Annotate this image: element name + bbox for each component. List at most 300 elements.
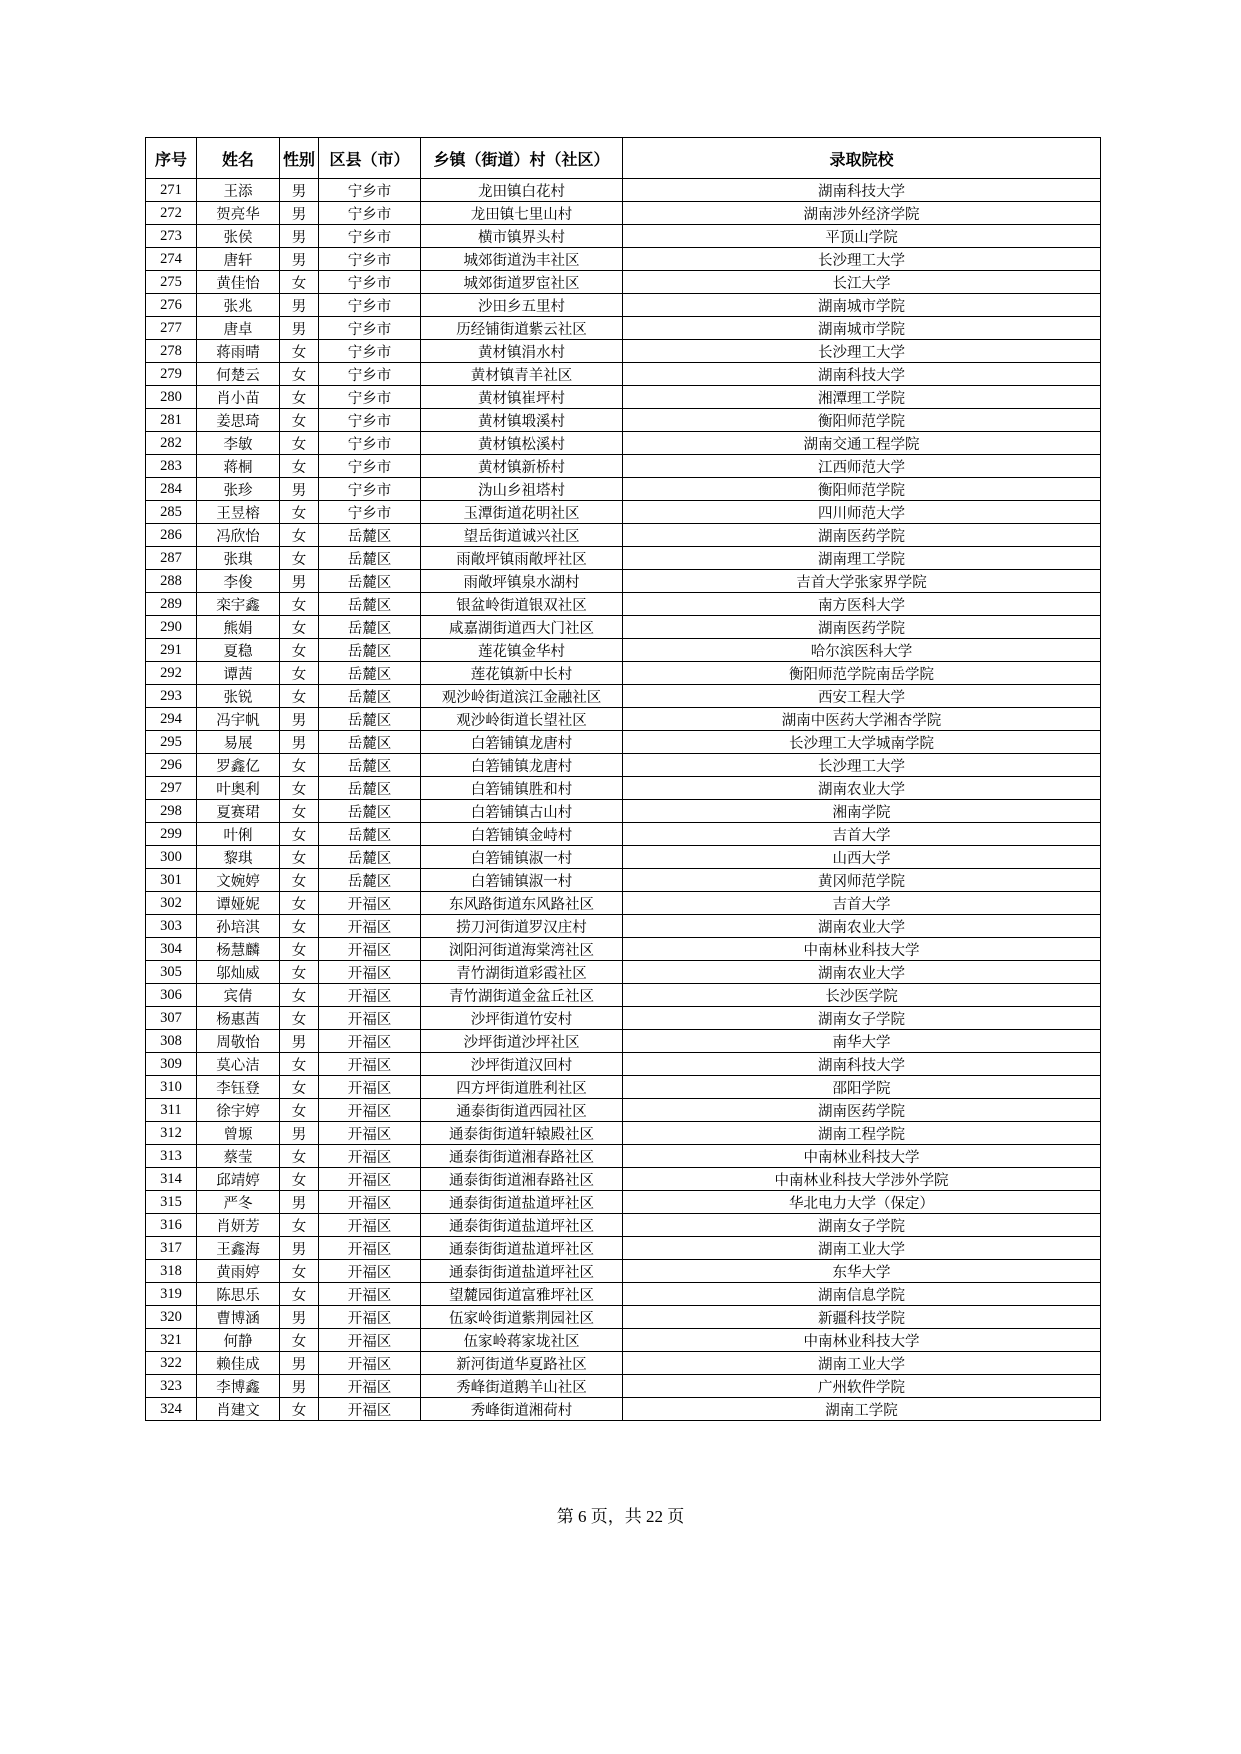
table-cell: 302 xyxy=(146,892,197,915)
column-header-university: 录取院校 xyxy=(623,138,1101,179)
table-cell: 雨敞坪镇雨敞坪社区 xyxy=(421,547,623,570)
table-cell: 杨惠茜 xyxy=(197,1007,280,1030)
table-cell: 开福区 xyxy=(319,1214,421,1237)
table-cell: 303 xyxy=(146,915,197,938)
table-cell: 四方坪街道胜利社区 xyxy=(421,1076,623,1099)
table-cell: 310 xyxy=(146,1076,197,1099)
table-cell: 栾宇鑫 xyxy=(197,593,280,616)
table-cell: 男 xyxy=(280,225,319,248)
table-cell: 开福区 xyxy=(319,1053,421,1076)
table-cell: 王昱榕 xyxy=(197,501,280,524)
table-cell: 黄材镇青羊社区 xyxy=(421,363,623,386)
table-cell: 黄材镇涓水村 xyxy=(421,340,623,363)
admission-table xyxy=(145,137,1101,1421)
table-cell: 288 xyxy=(146,570,197,593)
table-cell: 湖南城市学院 xyxy=(623,294,1101,317)
table-cell: 女 xyxy=(280,1168,319,1191)
table-cell: 周敬怡 xyxy=(197,1030,280,1053)
table-row xyxy=(146,823,1101,846)
table-cell: 男 xyxy=(280,570,319,593)
table-cell: 282 xyxy=(146,432,197,455)
table-cell: 男 xyxy=(280,1030,319,1053)
table-cell: 女 xyxy=(280,547,319,570)
table-cell: 邵阳学院 xyxy=(623,1076,1101,1099)
table-row xyxy=(146,984,1101,1007)
table-cell: 开福区 xyxy=(319,1168,421,1191)
table-row xyxy=(146,1237,1101,1260)
table-cell: 292 xyxy=(146,662,197,685)
table-row xyxy=(146,179,1101,202)
table-cell: 316 xyxy=(146,1214,197,1237)
table-cell: 湖南工业大学 xyxy=(623,1237,1101,1260)
table-cell: 女 xyxy=(280,616,319,639)
table-cell: 岳麓区 xyxy=(319,593,421,616)
table-cell: 286 xyxy=(146,524,197,547)
table-header-row xyxy=(146,138,1101,179)
table-row xyxy=(146,271,1101,294)
table-cell: 南方医科大学 xyxy=(623,593,1101,616)
table-cell: 张琪 xyxy=(197,547,280,570)
column-header-gender: 性别 xyxy=(280,138,319,179)
table-cell: 宁乡市 xyxy=(319,478,421,501)
table-cell: 开福区 xyxy=(319,1099,421,1122)
table-cell: 女 xyxy=(280,409,319,432)
table-row xyxy=(146,1145,1101,1168)
table-cell: 湖南科技大学 xyxy=(623,1053,1101,1076)
table-cell: 龙田镇七里山村 xyxy=(421,202,623,225)
table-cell: 城郊街道罗宦社区 xyxy=(421,271,623,294)
table-row xyxy=(146,1053,1101,1076)
table-row xyxy=(146,1375,1101,1398)
table-cell: 309 xyxy=(146,1053,197,1076)
table-row xyxy=(146,961,1101,984)
table-cell: 湖南科技大学 xyxy=(623,363,1101,386)
table-cell: 黄雨婷 xyxy=(197,1260,280,1283)
table-cell: 王添 xyxy=(197,179,280,202)
table-row xyxy=(146,915,1101,938)
table-cell: 男 xyxy=(280,1375,319,1398)
table-cell: 中南林业科技大学 xyxy=(623,938,1101,961)
table-cell: 317 xyxy=(146,1237,197,1260)
table-cell: 312 xyxy=(146,1122,197,1145)
table-cell: 咸嘉湖街道西大门社区 xyxy=(421,616,623,639)
table-row xyxy=(146,501,1101,524)
table-body xyxy=(146,179,1101,1421)
table-cell: 黄冈师范学院 xyxy=(623,869,1101,892)
table-cell: 宁乡市 xyxy=(319,432,421,455)
table-cell: 青竹湖街道彩霞社区 xyxy=(421,961,623,984)
table-cell: 罗鑫亿 xyxy=(197,754,280,777)
table-cell: 岳麓区 xyxy=(319,616,421,639)
table-row xyxy=(146,294,1101,317)
table-cell: 女 xyxy=(280,432,319,455)
table-cell: 唐卓 xyxy=(197,317,280,340)
table-cell: 湖南科技大学 xyxy=(623,179,1101,202)
table-cell: 岳麓区 xyxy=(319,524,421,547)
table-cell: 肖小苗 xyxy=(197,386,280,409)
table-cell: 285 xyxy=(146,501,197,524)
table-cell: 贺亮华 xyxy=(197,202,280,225)
table-row xyxy=(146,1007,1101,1030)
table-cell: 男 xyxy=(280,202,319,225)
table-cell: 女 xyxy=(280,340,319,363)
table-cell: 女 xyxy=(280,501,319,524)
table-cell: 蒋雨晴 xyxy=(197,340,280,363)
table-cell: 秀峰街道鹅羊山社区 xyxy=(421,1375,623,1398)
table-cell: 平顶山学院 xyxy=(623,225,1101,248)
table-cell: 291 xyxy=(146,639,197,662)
table-cell: 女 xyxy=(280,823,319,846)
table-cell: 白箬铺镇淑一村 xyxy=(421,869,623,892)
table-row xyxy=(146,524,1101,547)
table-cell: 283 xyxy=(146,455,197,478)
table-row xyxy=(146,846,1101,869)
table-cell: 311 xyxy=(146,1099,197,1122)
table-cell: 男 xyxy=(280,248,319,271)
table-cell: 长沙理工大学 xyxy=(623,754,1101,777)
column-header-township: 乡镇（街道）村（社区） xyxy=(421,138,623,179)
table-cell: 280 xyxy=(146,386,197,409)
table-cell: 王鑫海 xyxy=(197,1237,280,1260)
table-cell: 中南林业科技大学 xyxy=(623,1145,1101,1168)
table-cell: 湖南工业大学 xyxy=(623,1352,1101,1375)
table-cell: 男 xyxy=(280,294,319,317)
table-row xyxy=(146,685,1101,708)
table-cell: 女 xyxy=(280,1053,319,1076)
table-cell: 男 xyxy=(280,1122,319,1145)
table-cell: 冯宇帆 xyxy=(197,708,280,731)
table-cell: 男 xyxy=(280,1352,319,1375)
table-cell: 女 xyxy=(280,1076,319,1099)
table-cell: 望麓园街道富雅坪社区 xyxy=(421,1283,623,1306)
table-cell: 宁乡市 xyxy=(319,386,421,409)
table-cell: 赖佳成 xyxy=(197,1352,280,1375)
table-cell: 长沙理工大学城南学院 xyxy=(623,731,1101,754)
table-cell: 陈思乐 xyxy=(197,1283,280,1306)
table-cell: 岳麓区 xyxy=(319,869,421,892)
table-cell: 宁乡市 xyxy=(319,179,421,202)
table-row xyxy=(146,662,1101,685)
table-cell: 邬灿威 xyxy=(197,961,280,984)
table-cell: 男 xyxy=(280,708,319,731)
table-cell: 通泰街街道湘春路社区 xyxy=(421,1145,623,1168)
column-header-serial: 序号 xyxy=(146,138,197,179)
table-row xyxy=(146,248,1101,271)
table-cell: 衡阳师范学院南岳学院 xyxy=(623,662,1101,685)
table-cell: 东华大学 xyxy=(623,1260,1101,1283)
table-cell: 何静 xyxy=(197,1329,280,1352)
table-cell: 开福区 xyxy=(319,938,421,961)
table-cell: 宁乡市 xyxy=(319,317,421,340)
table-cell: 宁乡市 xyxy=(319,225,421,248)
table-cell: 李钰登 xyxy=(197,1076,280,1099)
table-cell: 白箬铺镇龙唐村 xyxy=(421,754,623,777)
table-cell: 沙田乡五里村 xyxy=(421,294,623,317)
table-cell: 开福区 xyxy=(319,1076,421,1099)
table-cell: 观沙岭街道长望社区 xyxy=(421,708,623,731)
table-cell: 开福区 xyxy=(319,984,421,1007)
table-cell: 开福区 xyxy=(319,892,421,915)
table-row xyxy=(146,593,1101,616)
table-cell: 308 xyxy=(146,1030,197,1053)
table-cell: 唐轩 xyxy=(197,248,280,271)
table-cell: 吉首大学 xyxy=(623,892,1101,915)
table-cell: 哈尔滨医科大学 xyxy=(623,639,1101,662)
table-cell: 何楚云 xyxy=(197,363,280,386)
table-cell: 女 xyxy=(280,593,319,616)
table-cell: 谭茜 xyxy=(197,662,280,685)
table-cell: 279 xyxy=(146,363,197,386)
table-cell: 湖南信息学院 xyxy=(623,1283,1101,1306)
table-cell: 293 xyxy=(146,685,197,708)
table-cell: 开福区 xyxy=(319,1306,421,1329)
table-cell: 宁乡市 xyxy=(319,294,421,317)
table-cell: 冯欣怡 xyxy=(197,524,280,547)
table-cell: 东风路街道东风路社区 xyxy=(421,892,623,915)
table-cell: 271 xyxy=(146,179,197,202)
table-cell: 湖南工程学院 xyxy=(623,1122,1101,1145)
table-cell: 宁乡市 xyxy=(319,340,421,363)
table-cell: 女 xyxy=(280,984,319,1007)
table-cell: 281 xyxy=(146,409,197,432)
table-cell: 谭娅妮 xyxy=(197,892,280,915)
table-cell: 历经铺街道紫云社区 xyxy=(421,317,623,340)
table-cell: 307 xyxy=(146,1007,197,1030)
table-cell: 男 xyxy=(280,731,319,754)
table-cell: 新疆科技学院 xyxy=(623,1306,1101,1329)
table-cell: 女 xyxy=(280,1398,319,1421)
table-cell: 314 xyxy=(146,1168,197,1191)
table-row xyxy=(146,731,1101,754)
table-row xyxy=(146,432,1101,455)
table-row xyxy=(146,1168,1101,1191)
table-row xyxy=(146,1076,1101,1099)
table-cell: 银盆岭街道银双社区 xyxy=(421,593,623,616)
table-cell: 313 xyxy=(146,1145,197,1168)
table-cell: 湖南工学院 xyxy=(623,1398,1101,1421)
table-row xyxy=(146,1030,1101,1053)
table-cell: 宁乡市 xyxy=(319,248,421,271)
table-cell: 开福区 xyxy=(319,961,421,984)
table-cell: 宁乡市 xyxy=(319,363,421,386)
table-row xyxy=(146,363,1101,386)
table-cell: 观沙岭街道滨江金融社区 xyxy=(421,685,623,708)
table-row xyxy=(146,570,1101,593)
table-cell: 岳麓区 xyxy=(319,639,421,662)
table-row xyxy=(146,1283,1101,1306)
table-cell: 湖南医药学院 xyxy=(623,524,1101,547)
table-row xyxy=(146,1352,1101,1375)
table-cell: 湘潭理工学院 xyxy=(623,386,1101,409)
table-cell: 通泰街街道盐道坪社区 xyxy=(421,1191,623,1214)
table-cell: 广州软件学院 xyxy=(623,1375,1101,1398)
table-cell: 276 xyxy=(146,294,197,317)
table-cell: 曹博涵 xyxy=(197,1306,280,1329)
table-row xyxy=(146,1260,1101,1283)
table-cell: 黄材镇塅溪村 xyxy=(421,409,623,432)
table-cell: 274 xyxy=(146,248,197,271)
table-cell: 严冬 xyxy=(197,1191,280,1214)
table-cell: 321 xyxy=(146,1329,197,1352)
table-cell: 黄材镇新桥村 xyxy=(421,455,623,478)
table-cell: 沙坪街道沙坪社区 xyxy=(421,1030,623,1053)
table-cell: 宾倩 xyxy=(197,984,280,1007)
table-cell: 沙坪街道汉回村 xyxy=(421,1053,623,1076)
table-row xyxy=(146,1122,1101,1145)
table-cell: 304 xyxy=(146,938,197,961)
table-cell: 浏阳河街道海棠湾社区 xyxy=(421,938,623,961)
table-cell: 华北电力大学（保定） xyxy=(623,1191,1101,1214)
table-row xyxy=(146,317,1101,340)
table-cell: 沙坪街道竹安村 xyxy=(421,1007,623,1030)
table-row xyxy=(146,616,1101,639)
table-cell: 女 xyxy=(280,869,319,892)
table-cell: 女 xyxy=(280,271,319,294)
table-cell: 323 xyxy=(146,1375,197,1398)
column-header-district: 区县（市） xyxy=(319,138,421,179)
table-cell: 岳麓区 xyxy=(319,823,421,846)
table-cell: 女 xyxy=(280,1214,319,1237)
table-cell: 男 xyxy=(280,317,319,340)
table-cell: 开福区 xyxy=(319,1237,421,1260)
table-row xyxy=(146,225,1101,248)
table-cell: 294 xyxy=(146,708,197,731)
table-cell: 开福区 xyxy=(319,1030,421,1053)
table-cell: 宁乡市 xyxy=(319,455,421,478)
table-cell: 287 xyxy=(146,547,197,570)
table-cell: 女 xyxy=(280,386,319,409)
table-cell: 龙田镇白花村 xyxy=(421,179,623,202)
table-cell: 298 xyxy=(146,800,197,823)
table-cell: 孙培淇 xyxy=(197,915,280,938)
table-cell: 邱靖婷 xyxy=(197,1168,280,1191)
table-row xyxy=(146,455,1101,478)
table-cell: 吉首大学 xyxy=(623,823,1101,846)
table-cell: 曾塬 xyxy=(197,1122,280,1145)
table-cell: 岳麓区 xyxy=(319,570,421,593)
table-cell: 318 xyxy=(146,1260,197,1283)
table-cell: 开福区 xyxy=(319,1352,421,1375)
table-cell: 长江大学 xyxy=(623,271,1101,294)
table-cell: 290 xyxy=(146,616,197,639)
table-cell: 305 xyxy=(146,961,197,984)
table-cell: 300 xyxy=(146,846,197,869)
table-cell: 姜思琦 xyxy=(197,409,280,432)
table-cell: 320 xyxy=(146,1306,197,1329)
table-cell: 湖南城市学院 xyxy=(623,317,1101,340)
table-cell: 女 xyxy=(280,363,319,386)
column-header-name: 姓名 xyxy=(197,138,280,179)
table-cell: 秀峰街道湘荷村 xyxy=(421,1398,623,1421)
table-cell: 岳麓区 xyxy=(319,685,421,708)
table-cell: 莲花镇金华村 xyxy=(421,639,623,662)
table-cell: 黎琪 xyxy=(197,846,280,869)
table-row xyxy=(146,386,1101,409)
table-row xyxy=(146,777,1101,800)
table-cell: 湘南学院 xyxy=(623,800,1101,823)
table-row xyxy=(146,892,1101,915)
table-cell: 女 xyxy=(280,800,319,823)
table-cell: 通泰街街道轩辕殿社区 xyxy=(421,1122,623,1145)
table-cell: 白箬铺镇胜和村 xyxy=(421,777,623,800)
table-cell: 湖南农业大学 xyxy=(623,915,1101,938)
table-cell: 湖南女子学院 xyxy=(623,1214,1101,1237)
table-cell: 女 xyxy=(280,1329,319,1352)
table-cell: 299 xyxy=(146,823,197,846)
table-cell: 女 xyxy=(280,662,319,685)
table-cell: 女 xyxy=(280,892,319,915)
table-cell: 张珍 xyxy=(197,478,280,501)
table-row xyxy=(146,547,1101,570)
table-cell: 295 xyxy=(146,731,197,754)
table-cell: 宁乡市 xyxy=(319,409,421,432)
table-cell: 宁乡市 xyxy=(319,271,421,294)
table-cell: 肖建文 xyxy=(197,1398,280,1421)
table-cell: 通泰街街道盐道坪社区 xyxy=(421,1237,623,1260)
table-cell: 青竹湖街道金盆丘社区 xyxy=(421,984,623,1007)
table-cell: 捞刀河街道罗汉庄村 xyxy=(421,915,623,938)
table-cell: 岳麓区 xyxy=(319,777,421,800)
table-row xyxy=(146,478,1101,501)
table-row xyxy=(146,1306,1101,1329)
table-cell: 289 xyxy=(146,593,197,616)
table-cell: 衡阳师范学院 xyxy=(623,409,1101,432)
table-cell: 城郊街道沩丰社区 xyxy=(421,248,623,271)
table-cell: 284 xyxy=(146,478,197,501)
table-cell: 开福区 xyxy=(319,915,421,938)
table-cell: 324 xyxy=(146,1398,197,1421)
table-cell: 湖南理工学院 xyxy=(623,547,1101,570)
table-cell: 女 xyxy=(280,1007,319,1030)
table-cell: 273 xyxy=(146,225,197,248)
table-cell: 肖妍芳 xyxy=(197,1214,280,1237)
table-cell: 雨敞坪镇泉水湖村 xyxy=(421,570,623,593)
table-cell: 306 xyxy=(146,984,197,1007)
table-row xyxy=(146,1398,1101,1421)
table-cell: 女 xyxy=(280,961,319,984)
table-cell: 岳麓区 xyxy=(319,800,421,823)
table-cell: 长沙医学院 xyxy=(623,984,1101,1007)
table-cell: 宁乡市 xyxy=(319,202,421,225)
table-cell: 通泰街街道湘春路社区 xyxy=(421,1168,623,1191)
table-row xyxy=(146,1191,1101,1214)
table-cell: 李博鑫 xyxy=(197,1375,280,1398)
table-cell: 男 xyxy=(280,1306,319,1329)
table-row xyxy=(146,1329,1101,1352)
table-cell: 黄材镇崔坪村 xyxy=(421,386,623,409)
table-cell: 湖南农业大学 xyxy=(623,961,1101,984)
table-cell: 湖南女子学院 xyxy=(623,1007,1101,1030)
table-cell: 315 xyxy=(146,1191,197,1214)
table-cell: 伍家岭街道紫荆园社区 xyxy=(421,1306,623,1329)
table-cell: 女 xyxy=(280,685,319,708)
table-cell: 女 xyxy=(280,1260,319,1283)
table-cell: 吉首大学张家界学院 xyxy=(623,570,1101,593)
table-cell: 开福区 xyxy=(319,1122,421,1145)
table-cell: 四川师范大学 xyxy=(623,501,1101,524)
table-cell: 301 xyxy=(146,869,197,892)
table-cell: 女 xyxy=(280,524,319,547)
table-cell: 夏稳 xyxy=(197,639,280,662)
table-cell: 杨慧麟 xyxy=(197,938,280,961)
table-cell: 易展 xyxy=(197,731,280,754)
table-row xyxy=(146,340,1101,363)
table-cell: 岳麓区 xyxy=(319,547,421,570)
table-cell: 张兆 xyxy=(197,294,280,317)
table-cell: 李敏 xyxy=(197,432,280,455)
table-cell: 岳麓区 xyxy=(319,846,421,869)
table-cell: 伍家岭蒋家垅社区 xyxy=(421,1329,623,1352)
